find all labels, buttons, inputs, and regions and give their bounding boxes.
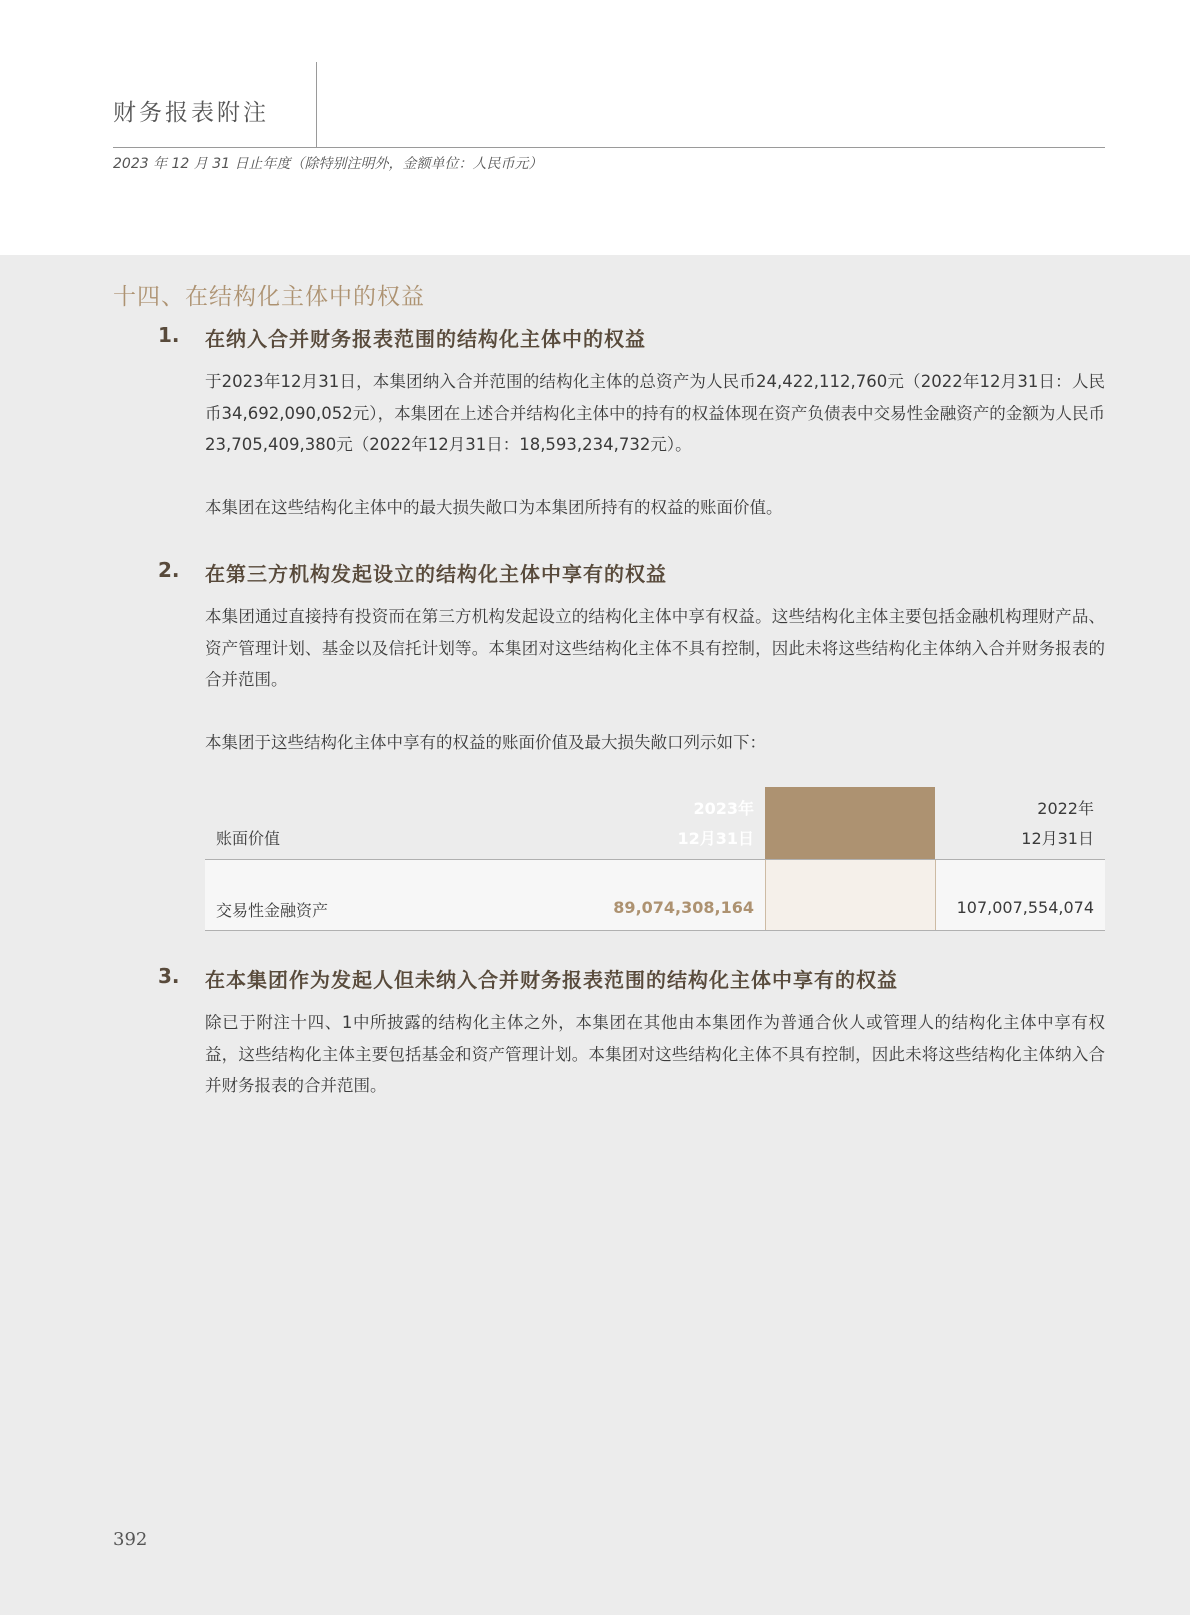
table-body-row-background [205, 860, 1105, 930]
page-number: 392 [113, 1529, 148, 1550]
page-header-title: 财务报表附注 [113, 100, 269, 126]
subsection-1-paragraph-2: 本集团在这些结构化主体中的最大损失敞口为本集团所持有的权益的账面价值。 [205, 498, 783, 517]
table-row-label: 交易性金融资产 [216, 901, 329, 920]
section-title: 十四、在结构化主体中的权益 [113, 284, 425, 310]
header-band [0, 0, 1190, 255]
header-divider-vertical [316, 62, 317, 147]
table-highlight-column-body [765, 860, 936, 930]
subsection-2-title: 在第三方机构发起设立的结构化主体中享有的权益 [205, 562, 667, 586]
table-highlight-column-header [765, 787, 935, 859]
page-header-subtitle: 2023 年 12 月 31 日止年度（除特别注明外，金额单位：人民币元） [113, 156, 543, 172]
subsection-3-paragraph-1: 除已于附注十四、1中所披露的结构化主体之外，本集团在其他由本集团作为普通合伙人或管理人的结构化主体中享有权益，这些结构化主体主要包括基金和资产管理计划。本集团对这些结构化主体不具有控制，因此未将这些结构化主体纳入合并财务报表的合并范围。 [205, 1013, 1105, 1095]
table-header-divider [205, 859, 1105, 860]
subsection-1-number: 1. [158, 323, 180, 347]
subsection-2-paragraph-2: 本集团于这些结构化主体中享有的权益的账面价值及最大损失敞口列示如下： [205, 733, 766, 752]
subsection-2-paragraph-1: 本集团通过直接持有投资而在第三方机构发起设立的结构化主体中享有权益。这些结构化主体主要包括金融机构理财产品、资产管理计划、基金以及信托计划等。本集团对这些结构化主体不具有控制，因此未将这些结构化主体纳入合并财务报表的合并范围。 [205, 607, 1105, 689]
subsection-3-title: 在本集团作为发起人但未纳入合并财务报表范围的结构化主体中享有的权益 [205, 968, 898, 992]
table-header-2023-date: 12月31日 [677, 829, 754, 848]
subsection-2-number: 2. [158, 558, 180, 582]
carrying-value-table [205, 787, 1105, 931]
table-header-label: 账面价值 [216, 829, 281, 848]
subsection-1-paragraph-1: 于2023年12月31日，本集团纳入合并范围的结构化主体的总资产为人民币24,422,112,760元（2022年12月31日：人民币34,692,090,052元），本集团在上述合并结构化主体中的持有的权益体现在资产负债表中交易性金融资产的金额为人民币23,705,409,380元（2022年12月31日：18,593,234,732元）。 [205, 372, 1105, 454]
header-divider-horizontal [113, 147, 1105, 148]
table-bottom-divider [205, 930, 1105, 931]
table-header-2023-year: 2023年 [693, 799, 754, 818]
subsection-1-title: 在纳入合并财务报表范围的结构化主体中的权益 [205, 327, 646, 351]
table-header-2022-year: 2022年 [1037, 799, 1094, 818]
table-row-value-2023: 89,074,308,164 [613, 898, 754, 917]
subsection-3-number: 3. [158, 964, 180, 988]
table-row-value-2022: 107,007,554,074 [956, 898, 1094, 917]
table-header-2022-date: 12月31日 [1021, 829, 1094, 848]
